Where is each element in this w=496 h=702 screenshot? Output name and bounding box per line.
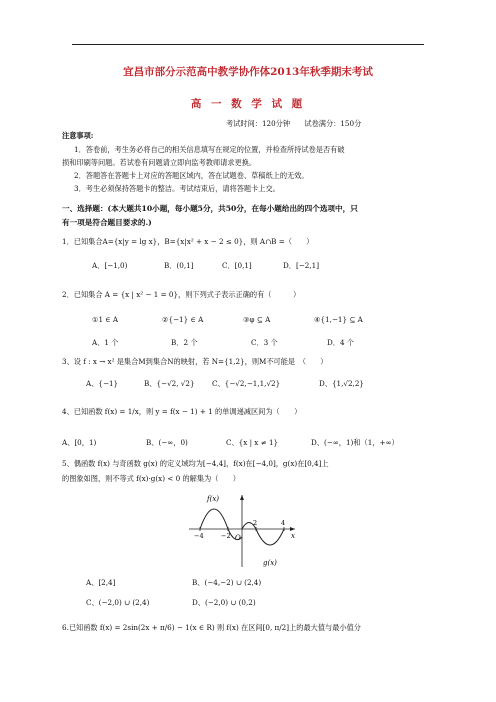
exam-subtitle: 高 一 数 学 试 题 [190, 98, 306, 110]
option: B．(0,1] [164, 261, 194, 270]
question-stem: 5、偶函数 f(x) 与奇函数 g(x) 的定义域均为[−4,4]，f(x)在[−4,0]，g(x)在[0,4]上 [62, 459, 329, 468]
option: C、{−√2,−1,1,√2} [212, 379, 281, 388]
section-heading: 一、选择题：(本大题共10小题，每小题5分，共50分，在每小题给出的四个选项中，只 [62, 204, 358, 213]
option: C、{x | x ≠ 1} [226, 438, 279, 447]
option: A、[2,4] [86, 578, 116, 587]
option: B、(−∞，0) [146, 438, 188, 447]
question-stem: 3、设 f : x → x² 是集合M到集合N的映射，若 N={1,2}，则M不可能是 （ ） [62, 357, 328, 366]
option: D、(−2,0) ∪ (0,2) [192, 598, 256, 607]
option: D、(−∞，1)和（1，+∞） [311, 438, 399, 447]
section-heading: 有一项是符合题目要求的.) [62, 218, 152, 227]
option: C、(−2,0) ∪ (2,4) [86, 598, 150, 607]
option: ④{1,−1} ⊆ A [314, 315, 363, 324]
function-graph [183, 491, 301, 569]
question-stem: 6.已知函数 f(x) = 2sin(2x + π/6) − 1(x ∈ R) 则 f(x) 在区间[0, π/2]上的最大值与最小值分 [62, 623, 361, 632]
option: A．1 个 [92, 338, 119, 347]
option: A．[−1,0) [92, 261, 128, 270]
option: C．[0,1] [222, 261, 252, 270]
x-axis-label: x [291, 532, 295, 540]
option: C．3 个 [251, 338, 278, 347]
option: D．[−2,1] [283, 261, 320, 270]
exam-info: 考试时间：120分钟 试卷满分：150分 [226, 119, 362, 128]
question-stem: 1．已知集合A={x|y = lg x}，B={x|x² + x − 2 ≤ 0}，则 A∩B =（ ） [62, 237, 314, 246]
note-line: 1．答卷前，考生务必将自己的相关信息填写在规定的位置，并检查所持试卷是否有破 [74, 145, 345, 154]
option: ①1 ∈ A [92, 315, 119, 324]
option: B、(−4,−2) ∪ (2,4) [192, 578, 262, 587]
option: ②{−1} ∈ A [162, 315, 204, 324]
option: B．2 个 [171, 338, 198, 347]
origin-label: O [235, 534, 241, 542]
option: D、{1,√2,2} [319, 379, 364, 388]
option: B、{−√2, √2} [144, 379, 195, 388]
header-rule [72, 44, 424, 45]
g-label: g(x) [263, 559, 277, 567]
tick-label: 4 [281, 519, 286, 527]
tick-label: 2 [253, 519, 258, 527]
question-stem: 的图象如图，则不等式 f(x)·g(x) < 0 的解集为（ ） [62, 474, 240, 483]
note-line: 3．考生必须保持答题卡的整洁。考试结束后，请将答题卡上交。 [74, 184, 280, 193]
question-stem: 4、已知函数 f(x) = 1/x，则 y = f(x − 1) + 1 的单调递减区间为（ ） [62, 407, 302, 416]
note-line: 损和印刷等问题。若试卷有问题请立即向监考教师请求更换。 [62, 158, 257, 167]
option: ③φ ⊆ A [243, 315, 271, 324]
exam-title: 宜昌市部分示范高中教学协作体2013年秋季期末考试 [123, 66, 373, 78]
tick-label: −4 [194, 532, 204, 540]
f-label: f(x) [207, 495, 220, 503]
question-stem: 2．已知集合 A = {x | x² − 1 = 0}，则下列式子表示正确的有（ ） [62, 290, 301, 299]
option: D．4 个 [327, 338, 354, 347]
note-line: 2．答题答在答题卡上对应的答题区域内，答在试题卷、草稿纸上的无效。 [74, 171, 309, 180]
option: A、[0，1) [62, 438, 97, 447]
option: A、{−1} [86, 379, 119, 388]
tick-label: −2 [221, 532, 231, 540]
notes-heading: 注意事项: [62, 131, 94, 140]
